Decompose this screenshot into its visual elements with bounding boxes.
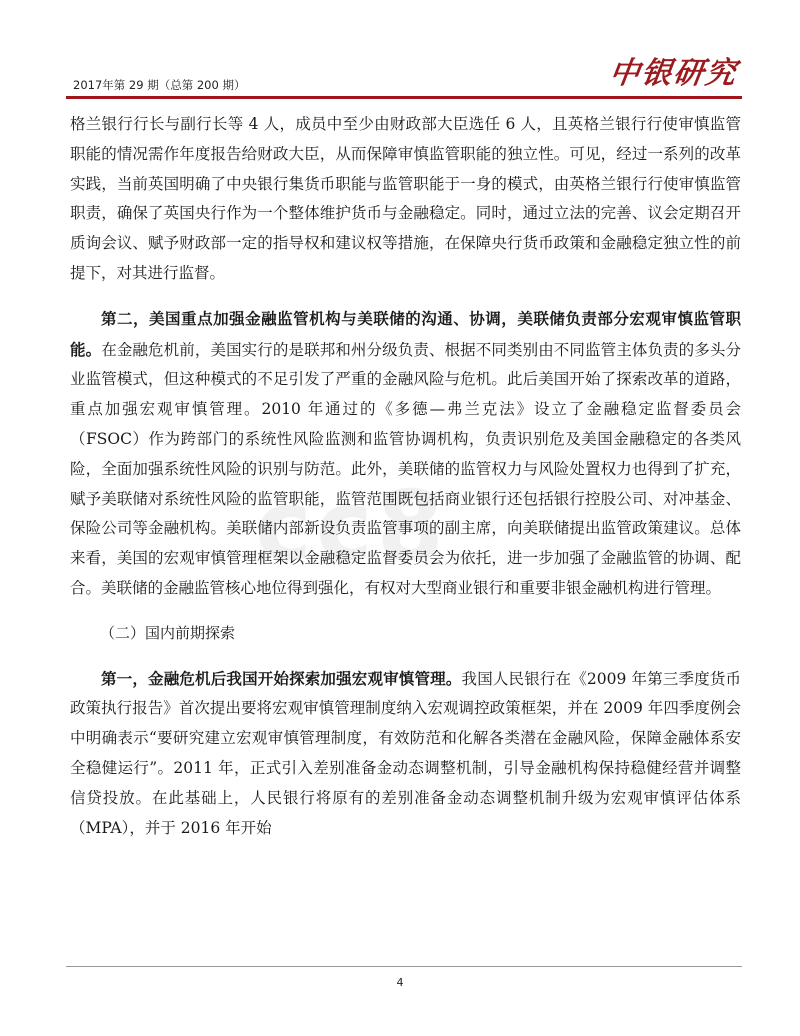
section-heading: （二）国内前期探索 — [100, 623, 236, 642]
header-divider — [66, 96, 742, 99]
paragraph-uk-regulation: 格兰银行行长与副行长等 4 人，成员中至少由财政部大臣选任 6 人，且英格兰银行行使审慎监管职能的情况需作年度报告给财政大臣，从而保障审慎监管职能的独立性。可见，经过一系列的改革实践，当前英国明确了中央银行集货币职能与监管职能于一身的模式，由英格兰银行行使审慎监管职责，确保了英国央行作为一个整体维护货币与金融稳定。同时，通过立法的完善、议会定期召开质询会议、赋予财政部一定的指导权和建议权等措施，在保障央行货币政策和金融稳定独立性的前提下，对其进行监督。 — [70, 115, 741, 282]
paragraph-china-exploration — [70, 664, 741, 844]
paragraph-lead: 第一，金融危机后我国开始探索加强宏观审慎管理。 — [101, 668, 462, 688]
watermark: cc8 — [255, 470, 448, 582]
page-number: 4 — [396, 976, 404, 989]
issue-label: 2017年第 29 期（总第 200 期） — [73, 78, 246, 92]
paragraph-lead: 第二，美国重点加强金融监管机构与美联储的沟通、协调，美联储负责部分宏观审慎监管职能。 — [70, 308, 741, 359]
footer-divider — [66, 966, 742, 967]
page-body — [70, 110, 741, 843]
paragraph-text: 在金融危机前，美国实行的是联邦和州分级负责、根据不同类别由不同监管主体负责的多头分业监管模式，但这种模式的不足引发了严重的金融风险与危机。此后美国开始了探索改革的道路，重点加强宏观审慎管理。2010 年通过的《多德—弗兰克法》设立了金融稳定监督委员会（FSOC）作为跨部门的系统性风险监测和监管协调机构，负责识别危及美国金融稳定的各类风险，全面加强系统性风险的识别与防范。此外，美联储的监管权力与风险处置权力也得到了扩充，赋予美联储对系统性风险的监管职能，监管范围既包括商业银行还包括银行控股公司、对冲基金、保险公司等金融机构。美联储内部新设负责监管事项的副主席，向美联储提出监管政策建议。总体来看，美国的宏观审慎管理框架以金融稳定监督委员会为依托，进一步加强了金融监管的协调、配合。美联储的金融监管核心地位得到强化，有权对大型商业银行和重要非银金融机构进行管理。 — [70, 340, 741, 597]
paragraph-us-regulation — [70, 304, 741, 604]
paragraph-text: 我国人民银行在《2009 年第三季度货币政策执行报告》首次提出要将宏观审慎管理制度纳入宏观调控政策框架，并在 2009 年四季度例会中明确表示“要研究建立宏观审慎管理制度，有效防范和化解各类潜在金融风险，保障金融体系安全稳健运行”。2011 年，正式引入差别准备金动态调整机制，引导金融机构保持稳健经营并调整信贷投放。在此基础上，人民银行将原有的差别准备金动态调整机制升级为宏观审慎评估体系（MPA），并于 2016 年开始 — [70, 669, 741, 837]
boc-research-logo: 中银研究 — [607, 56, 740, 91]
